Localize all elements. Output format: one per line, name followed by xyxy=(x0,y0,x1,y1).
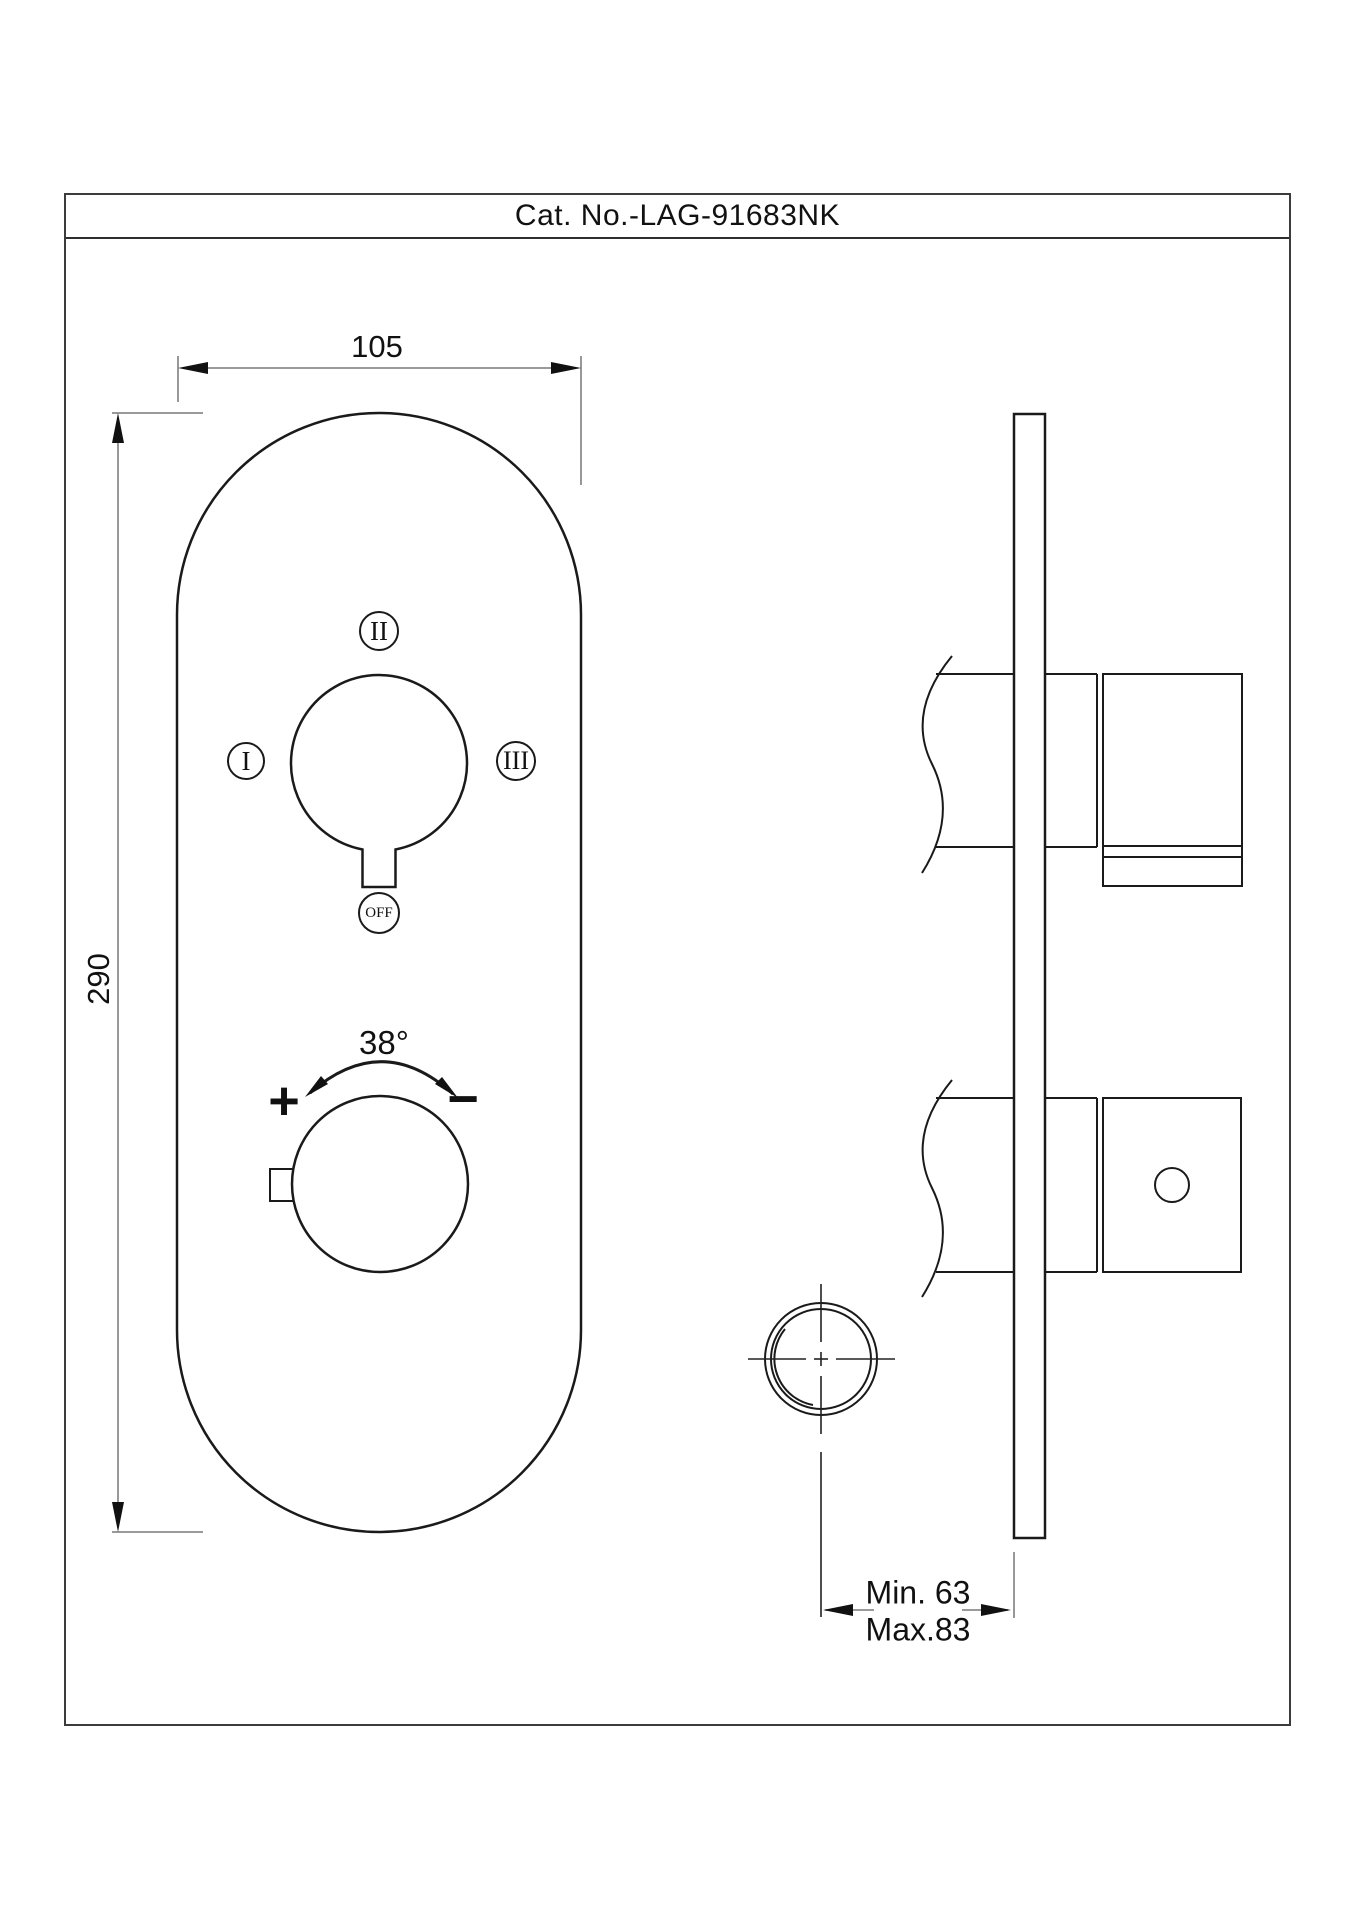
screw-hole xyxy=(1155,1168,1189,1202)
rotation-angle-label: 38° xyxy=(359,1024,409,1061)
dim-arrowhead xyxy=(112,1502,124,1532)
dim-arrowhead xyxy=(551,362,581,374)
depth-max-label: Max.83 xyxy=(865,1611,971,1648)
dim-arrowhead xyxy=(178,362,208,374)
page-title: Cat. No.-LAG-91683NK xyxy=(514,199,841,232)
diverter-position-1: I xyxy=(227,742,265,780)
diverter-position-3: III xyxy=(496,741,536,781)
side-view xyxy=(748,414,1242,1618)
temperature-minus-label: − xyxy=(447,1069,479,1129)
break-line-upper xyxy=(922,656,952,873)
upper-valve-body xyxy=(1103,674,1242,886)
plate-edge xyxy=(1014,414,1045,1538)
temperature-knob xyxy=(292,1096,468,1272)
break-line-lower xyxy=(922,1080,952,1297)
height-dim-label: 290 xyxy=(81,953,116,1005)
depth-min-label: Min. 63 xyxy=(865,1574,971,1611)
faceplate-outline xyxy=(177,413,581,1532)
dim-arrowhead xyxy=(112,413,124,443)
front-view xyxy=(112,356,581,1532)
diverter-position-2: II xyxy=(359,611,399,651)
diverter-off-label: OFF xyxy=(358,892,400,934)
dim-arrowhead xyxy=(823,1604,853,1616)
dim-arrowhead xyxy=(981,1604,1011,1616)
width-dim-label: 105 xyxy=(351,329,403,364)
temperature-plus-label: + xyxy=(268,1071,300,1131)
